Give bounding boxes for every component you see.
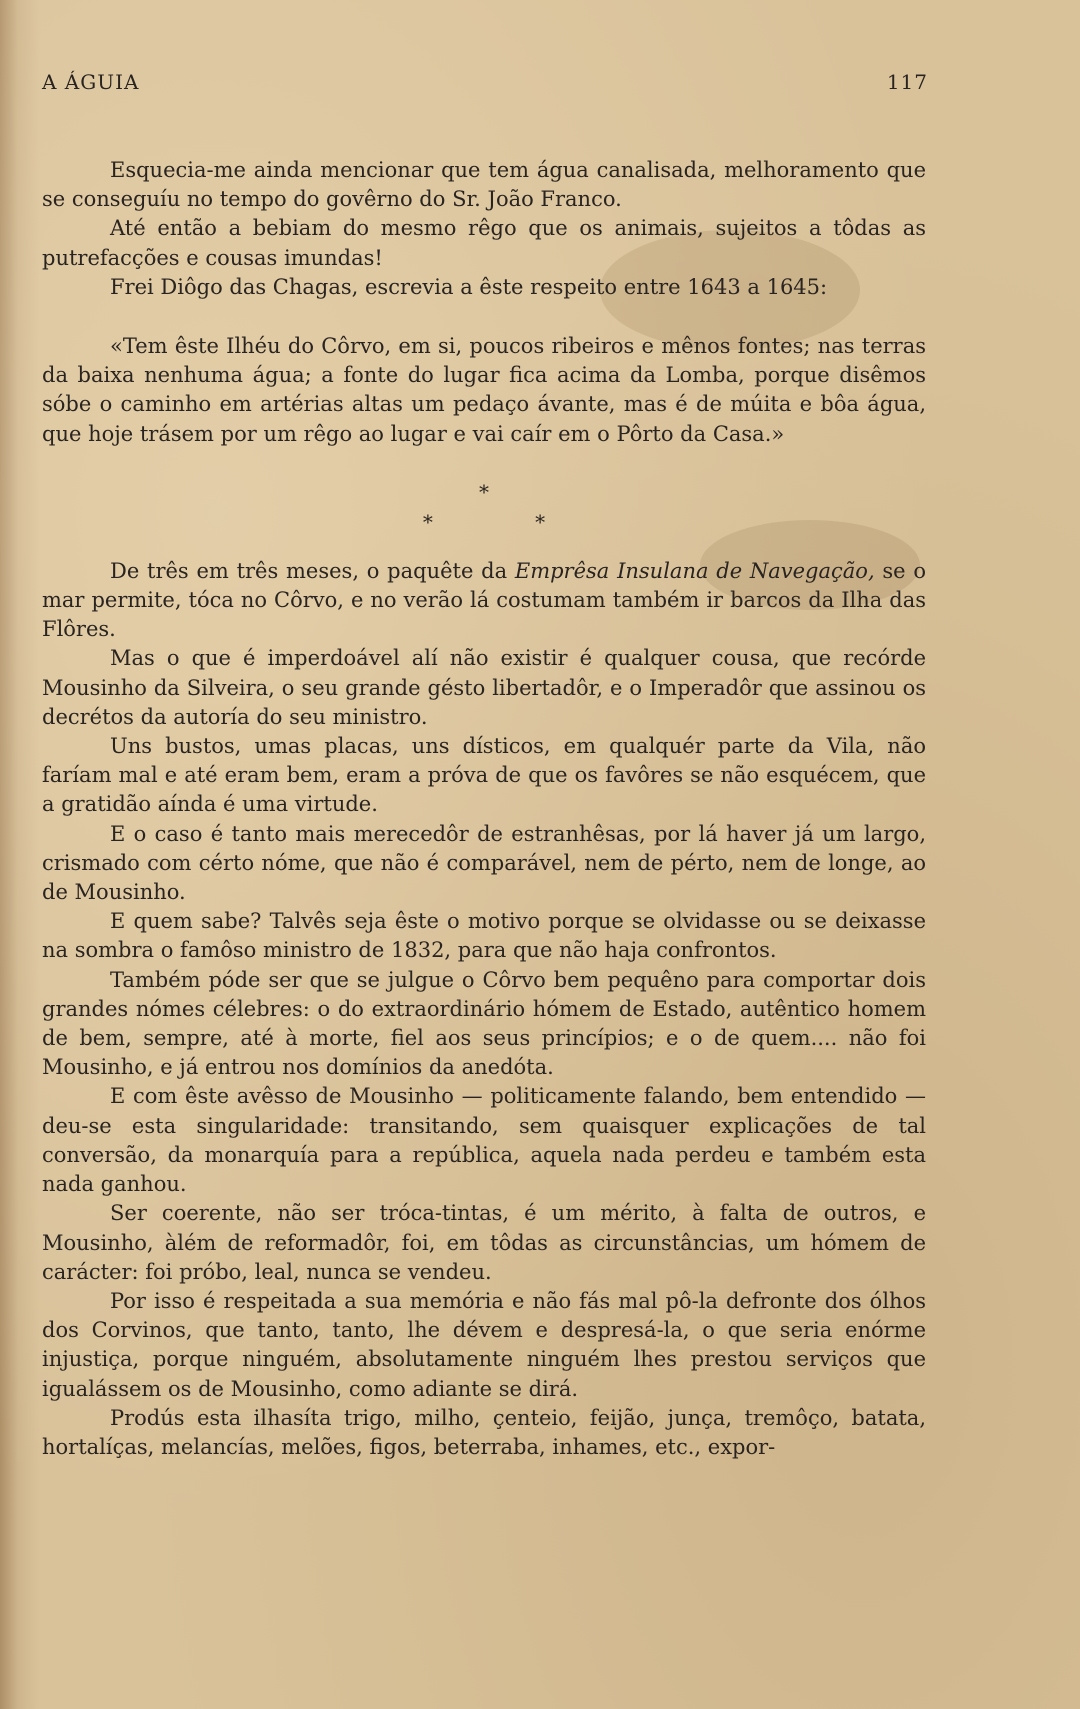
section-separator bbox=[42, 477, 926, 537]
paragraph: Até então a bebiam do mesmo rêgo que os animais, sujeitos a tôdas as putrefacções e cousas imundas! bbox=[42, 216, 926, 270]
paragraph-text: De três em três meses, o paquête da bbox=[110, 558, 515, 583]
asterism-row bbox=[42, 507, 926, 537]
article-body bbox=[42, 156, 926, 1462]
asterism-mark: * bbox=[535, 509, 546, 534]
paragraph: Por isso é respeitada a sua memória e não fás mal pô-la defronte dos ólhos dos Corvinos, que tanto, tanto, lhe dévem e despresá-la, o que seria enórme injustiça, porque ninguém, absolutamente ninguém lhes prestou serviços que igualássem os de Mousinho, como adiante se dirá. bbox=[42, 1288, 926, 1401]
paragraph: Também póde ser que se julgue o Côrvo bem pequêno para comportar dois grandes nómes célebres: o do extraordinário hómem de Estado, autêntico homem de bem, sempre, até à morte, fiel aos seus princípios; e o de quem.... não foi Mousinho, e já entrou nos domínios da anedóta. bbox=[42, 967, 926, 1080]
journal-title: A ÁGUIA bbox=[42, 70, 140, 94]
paragraph bbox=[42, 557, 926, 645]
page-number: 117 bbox=[886, 70, 928, 94]
paragraph: Uns bustos, umas placas, uns dísticos, em qualquér parte da Vila, não faríam mal e até eram bem, eram a próva de que os favôres se não esquécem, que a gratidão aínda é uma virtude. bbox=[42, 734, 926, 817]
paragraph: Frei Diôgo das Chagas, escrevia a êste respeito entre 1643 a 1645: bbox=[110, 274, 828, 299]
paragraph: Esquecia-me ainda mencionar que tem água canalisada, melhoramento que se conseguíu no tempo do govêrno do Sr. João Franco. bbox=[42, 158, 926, 212]
paragraph: Ser coerente, não ser tróca-tintas, é um mérito, à falta de outros, e Mousinho, àlém de reformadôr, foi, em tôdas as circunstâncias, um hómem de carácter: foi próbo, leal, nunca se vendeu. bbox=[42, 1201, 926, 1284]
company-name: Emprêsa Insulana de Navegação, bbox=[514, 558, 875, 583]
paragraph-text: se o mar permite, tóca no Côrvo, e no verão lá costumam também ir barcos da Ilha das Flôres. bbox=[42, 558, 926, 642]
paragraph: E com êste avêsso de Mousinho — politicamente falando, bem entendido — deu-se esta singularidade: transitando, sem quaisquer explicações de tal conversão, da monarquía para a república, aquela nada perdeu e também esta nada ganhou. bbox=[42, 1084, 926, 1197]
paragraph: E quem sabe? Talvês seja êste o motivo porque se olvidasse ou se deixasse na sombra o famôso ministro de 1832, para que não haja confrontos. bbox=[42, 909, 926, 963]
running-head bbox=[42, 70, 928, 100]
paragraph: Prodús esta ilhasíta trigo, milho, çenteio, feijão, junça, tremôço, batata, hortalíças, melancías, melões, figos, beterraba, inhames, etc., expor- bbox=[42, 1405, 926, 1459]
asterism-mark: * bbox=[479, 479, 489, 504]
paragraph: Mas o que é imperdoável alí não existir é qualquer cousa, que recórde Mousinho da Silveira, o seu grande gésto libertadôr, e o Imperadôr que assinou os decrétos da autoría do seu ministro. bbox=[42, 646, 926, 729]
asterism-mark: * bbox=[422, 509, 433, 534]
paragraph: E o caso é tanto mais merecedôr de estranhêsas, por lá haver já um largo, crismado com cérto nóme, que não é comparável, nem de pérto, nem de longe, ao de Mousinho. bbox=[42, 821, 926, 905]
block-quote: «Tem êste Ilhéu do Côrvo, em si, poucos ribeiros e mênos fontes; nas terras da baixa nenhuma água; a fonte do lugar fica acima da Lomba, porque disêmos sóbe o caminho em artérias altas um pedaço ávante, mas é de múita e bôa água, que hoje trásem por um rêgo ao lugar e vai caír em o Pôrto da Casa.» bbox=[42, 334, 926, 446]
